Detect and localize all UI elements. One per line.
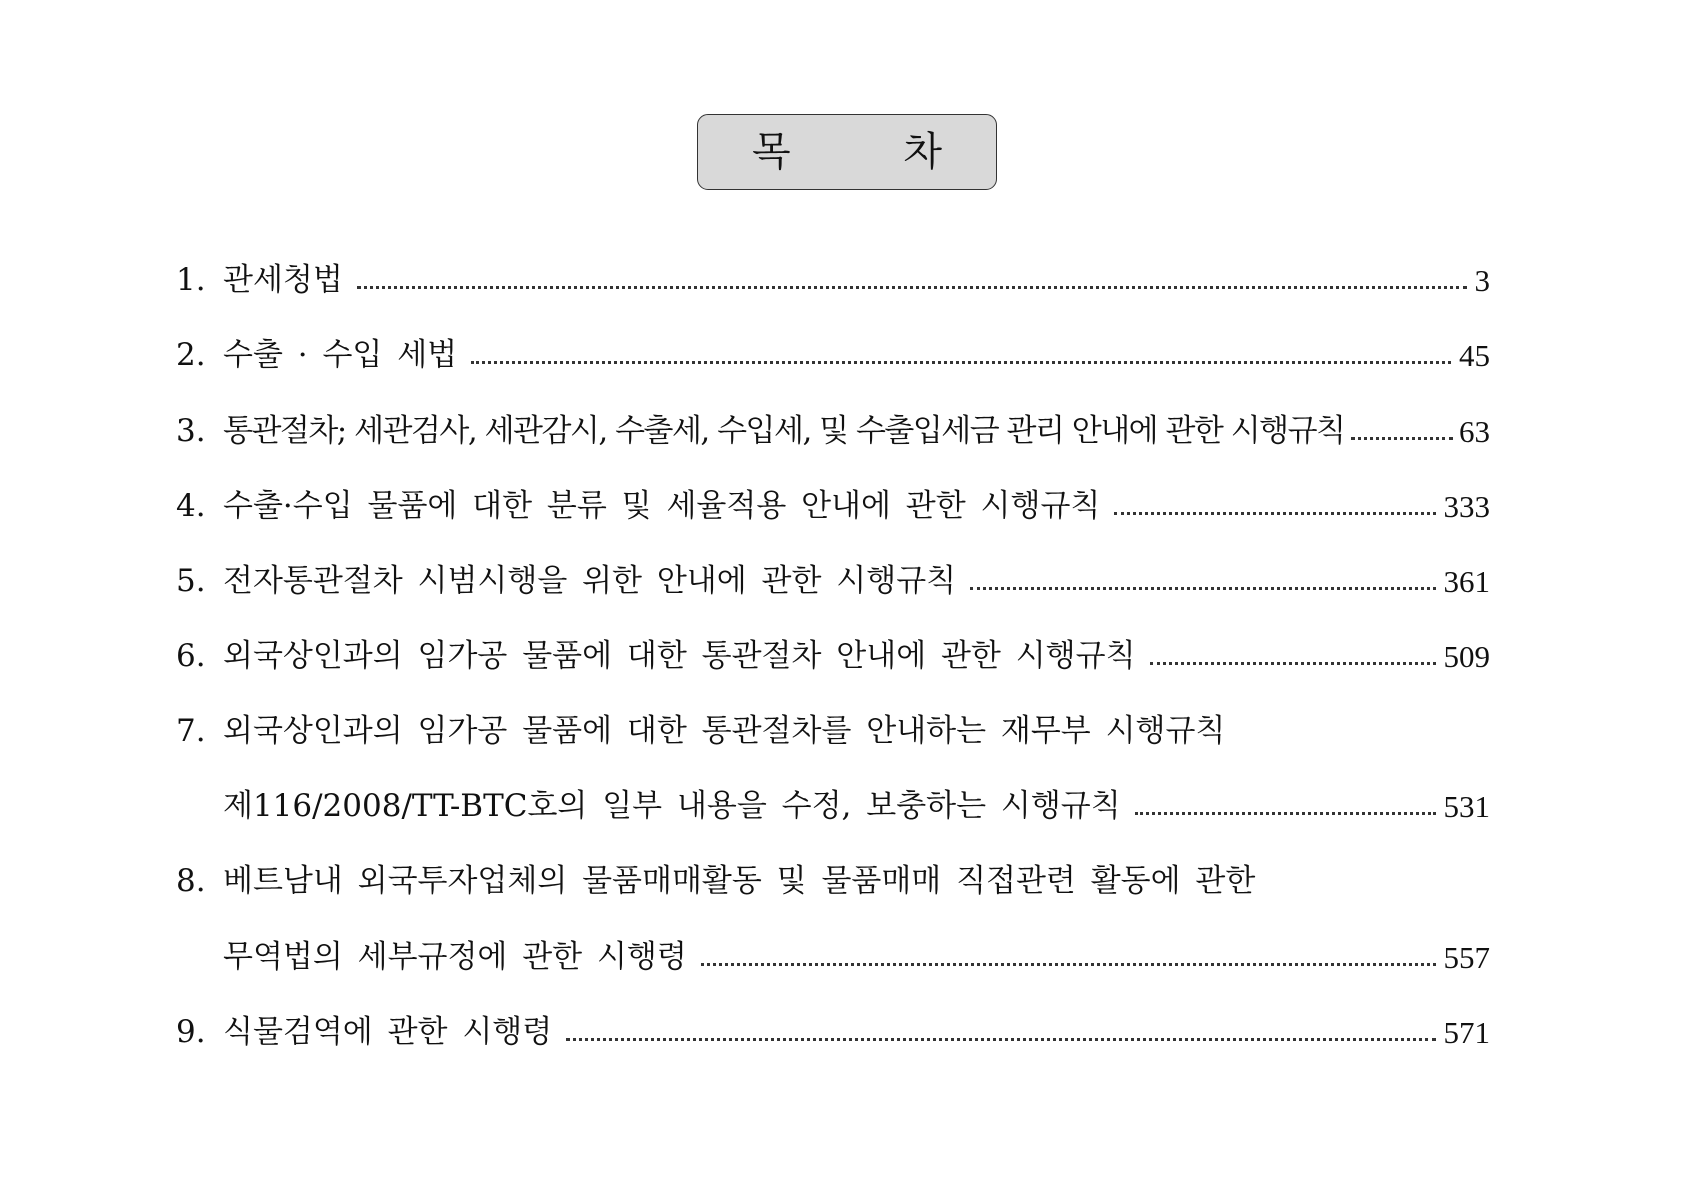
toc-title: 목 차	[752, 129, 992, 175]
entry-page-number: 361	[1443, 563, 1490, 599]
leader-dots	[471, 361, 1451, 364]
entry-title-continuation: 제116/2008/TT-BTC호의 일부 내용을 수정, 보충하는 시행규칙	[223, 787, 1121, 824]
toc-entry-4[interactable]	[176, 473, 1490, 525]
entry-page-number: 571	[1443, 1014, 1490, 1050]
leader-dots	[566, 1038, 1435, 1041]
toc-title-box	[697, 114, 997, 190]
leader-dots	[1351, 437, 1453, 440]
entry-title: 통관절차; 세관검사, 세관감시, 수출세, 수입세, 및 수출입세금 관리 안내에 관한 시행규칙	[223, 412, 1345, 449]
entry-page-number: 63	[1459, 413, 1490, 449]
entry-number: 1.	[176, 261, 206, 298]
entry-number: 6.	[176, 637, 206, 674]
toc-entry-1[interactable]	[176, 247, 1490, 299]
toc-entry-8-continuation[interactable]	[176, 924, 1490, 976]
entry-title: 관세청법	[223, 261, 343, 298]
entry-number: 9.	[176, 1013, 206, 1050]
toc-entry-3[interactable]	[176, 398, 1490, 450]
entry-number: 5.	[176, 562, 206, 599]
toc-entry-6[interactable]	[176, 623, 1490, 675]
entry-title: 외국상인과의 임가공 물품에 대한 통관절차 안내에 관한 시행규칙	[223, 637, 1136, 674]
entry-page-number: 509	[1443, 638, 1490, 674]
entry-number: 7.	[176, 712, 206, 749]
leader-dots	[1114, 512, 1435, 515]
leader-dots	[970, 587, 1435, 590]
toc-entry-5[interactable]	[176, 548, 1490, 600]
leader-dots	[701, 963, 1436, 966]
entry-page-number: 333	[1443, 488, 1490, 524]
entry-title: 외국상인과의 임가공 물품에 대한 통관절차를 안내하는 재무부 시행규칙	[223, 712, 1226, 749]
entry-page-number: 557	[1443, 939, 1490, 975]
toc-entry-8[interactable]	[176, 848, 1490, 900]
toc-entry-7[interactable]	[176, 698, 1490, 750]
entry-page-number: 3	[1474, 262, 1490, 298]
leader-dots	[1135, 812, 1436, 815]
entry-number: 4.	[176, 487, 206, 524]
entry-title: 식물검역에 관한 시행령	[223, 1013, 553, 1050]
entry-title: 수출 · 수입 세법	[223, 336, 458, 373]
toc-entry-9[interactable]	[176, 999, 1490, 1051]
entry-number: 2.	[176, 336, 206, 373]
entry-number: 8.	[176, 862, 206, 899]
entry-number: 3.	[176, 412, 206, 449]
entry-page-number: 531	[1443, 788, 1490, 824]
entry-title: 수출·수입 물품에 대한 분류 및 세율적용 안내에 관한 시행규칙	[223, 487, 1101, 524]
entry-title: 베트남내 외국투자업체의 물품매매활동 및 물품매매 직접관련 활동에 관한	[223, 862, 1256, 899]
toc-entry-7-continuation[interactable]	[176, 773, 1490, 825]
leader-dots	[1150, 662, 1436, 665]
entry-title-continuation: 무역법의 세부규정에 관한 시행령	[223, 938, 687, 975]
entry-title: 전자통관절차 시범시행을 위한 안내에 관한 시행규칙	[223, 562, 957, 599]
toc-entry-2[interactable]	[176, 322, 1490, 374]
entry-page-number: 45	[1459, 337, 1490, 373]
leader-dots	[357, 286, 1467, 289]
